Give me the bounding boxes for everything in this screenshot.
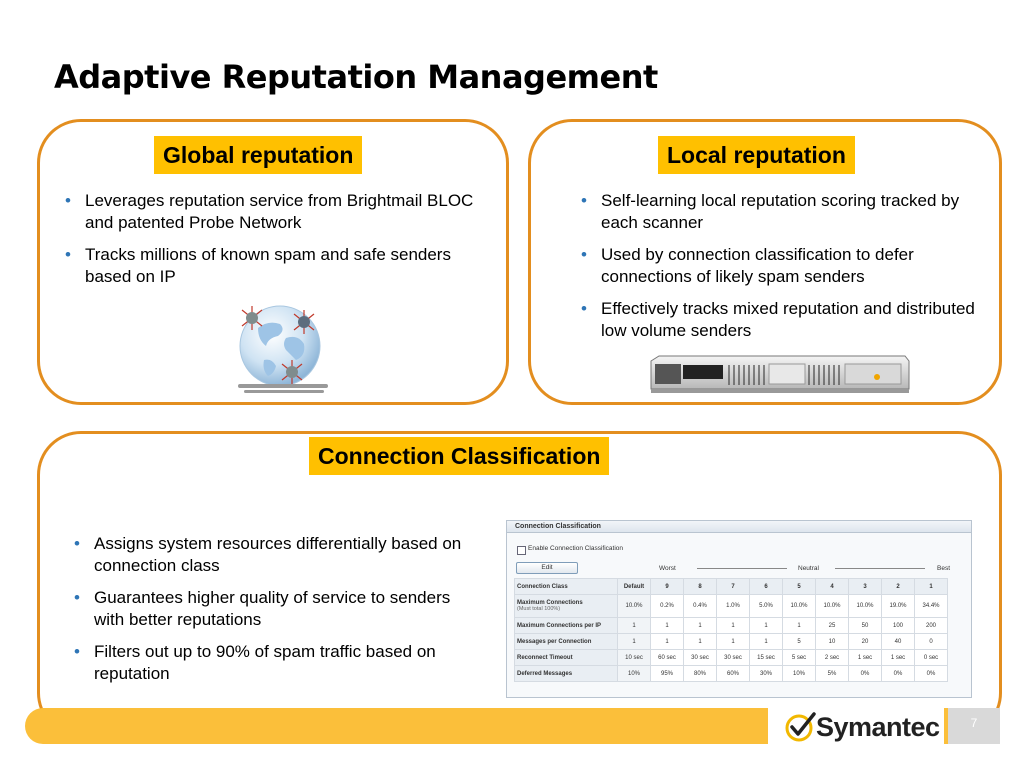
table-cell: 1 [783, 618, 816, 634]
table-cell: 0 [915, 634, 948, 650]
column-header: 5 [783, 579, 816, 595]
table-cell: 30 sec [717, 650, 750, 666]
table-cell: 0.4% [684, 595, 717, 618]
table-cell: 60% [717, 666, 750, 682]
table-cell: 1 sec [882, 650, 915, 666]
table-cell: 0% [882, 666, 915, 682]
table-cell: 60 sec [651, 650, 684, 666]
list-item: • Guarantees higher quality of service to senders with better reputations [68, 587, 478, 631]
table-cell: 5.0% [750, 595, 783, 618]
table-cell: 1 [618, 618, 651, 634]
connection-classification-bullets [68, 533, 478, 695]
table-cell: 1 [750, 634, 783, 650]
table-cell: 50 [849, 618, 882, 634]
table-cell: 30% [750, 666, 783, 682]
row-sublabel: (Must total 100%) [517, 606, 561, 612]
local-reputation-bullets [575, 190, 995, 352]
table-row [515, 666, 948, 682]
table-cell: 1.0% [717, 595, 750, 618]
list-item: • Leverages reputation service from Brightmail BLOC and patented Probe Network [59, 190, 499, 234]
row-header: Maximum Connections per IP [515, 618, 618, 634]
table-cell: 30 sec [684, 650, 717, 666]
column-header: 2 [882, 579, 915, 595]
scale-arrow-left [697, 568, 787, 569]
table-cell: 0% [915, 666, 948, 682]
globe-network-icon [228, 298, 338, 398]
table-cell: 1 [651, 618, 684, 634]
table-cell: 10 [816, 634, 849, 650]
column-header: 4 [816, 579, 849, 595]
table-cell: 15 sec [750, 650, 783, 666]
table-cell: 95% [651, 666, 684, 682]
column-header: 8 [684, 579, 717, 595]
list-item: • Effectively tracks mixed reputation and distributed low volume senders [575, 298, 995, 342]
edit-button[interactable]: Edit [516, 562, 578, 574]
table-cell: 5% [816, 666, 849, 682]
row-label: Maximum Connections [517, 600, 583, 606]
column-header: 9 [651, 579, 684, 595]
symantec-check-icon [784, 711, 818, 743]
table-cell: 1 [651, 634, 684, 650]
screenshot-header: Connection Classification [507, 521, 971, 533]
table-cell: 10.0% [816, 595, 849, 618]
scale-neutral-label: Neutral [798, 565, 819, 572]
row-header: Messages per Connection [515, 634, 618, 650]
table-cell: 25 [816, 618, 849, 634]
column-header: Default [618, 579, 651, 595]
enable-checkbox-label: Enable Connection Classification [528, 545, 624, 552]
table-cell: 2 sec [816, 650, 849, 666]
table-row [515, 650, 948, 666]
table-cell: 1 sec [849, 650, 882, 666]
table-cell: 1 [717, 634, 750, 650]
table-header-row [515, 579, 948, 595]
row-header: Deferred Messages [515, 666, 618, 682]
scale-worst-label: Worst [659, 565, 676, 572]
table-cell: 80% [684, 666, 717, 682]
row-header [515, 595, 618, 618]
table-cell: 1 [618, 634, 651, 650]
list-item: • Used by connection classification to defer connections of likely spam senders [575, 244, 995, 288]
page-number: 7 [948, 708, 1000, 744]
table-cell: 1 [717, 618, 750, 634]
table-cell: 5 [783, 634, 816, 650]
table-cell: 10.0% [618, 595, 651, 618]
list-item: • Filters out up to 90% of spam traffic based on reputation [68, 641, 478, 685]
connection-classification-screenshot [506, 520, 972, 698]
table-row [515, 618, 948, 634]
local-reputation-label: Local reputation [658, 136, 855, 174]
column-header: 1 [915, 579, 948, 595]
table-cell: 1 [750, 618, 783, 634]
table-cell: 0% [849, 666, 882, 682]
scale-arrow-right [835, 568, 925, 569]
symantec-logo-text: Symantec [816, 712, 940, 742]
connection-classification-label: Connection Classification [309, 437, 609, 475]
table-cell: 40 [882, 634, 915, 650]
global-reputation-bullets [59, 190, 499, 298]
server-appliance-icon [647, 355, 912, 395]
list-item: • Tracks millions of known spam and safe senders based on IP [59, 244, 499, 288]
table-cell: 19.0% [882, 595, 915, 618]
table-cell: 10% [783, 666, 816, 682]
table-row [515, 595, 948, 618]
table-cell: 100 [882, 618, 915, 634]
table-cell: 0.2% [651, 595, 684, 618]
column-header: 3 [849, 579, 882, 595]
slide-title: Adaptive Reputation Management [54, 58, 658, 96]
row-header: Reconnect Timeout [515, 650, 618, 666]
table-cell: 10.0% [849, 595, 882, 618]
column-header: 6 [750, 579, 783, 595]
table-cell: 1 [684, 618, 717, 634]
table-cell: 1 [684, 634, 717, 650]
list-item: • Assigns system resources differentially based on connection class [68, 533, 478, 577]
scale-best-label: Best [937, 565, 951, 572]
table-cell: 200 [915, 618, 948, 634]
table-cell: 10% [618, 666, 651, 682]
table-cell: 0 sec [915, 650, 948, 666]
table-cell: 10 sec [618, 650, 651, 666]
global-reputation-label: Global reputation [154, 136, 362, 174]
table-cell: 34.4% [915, 595, 948, 618]
table-cell: 10.0% [783, 595, 816, 618]
table-cell: 20 [849, 634, 882, 650]
column-header: 7 [717, 579, 750, 595]
classification-table [514, 578, 948, 682]
table-row [515, 634, 948, 650]
list-item: • Self-learning local reputation scoring tracked by each scanner [575, 190, 995, 234]
enable-checkbox[interactable] [517, 546, 526, 555]
column-header: Connection Class [515, 579, 618, 595]
table-cell: 5 sec [783, 650, 816, 666]
